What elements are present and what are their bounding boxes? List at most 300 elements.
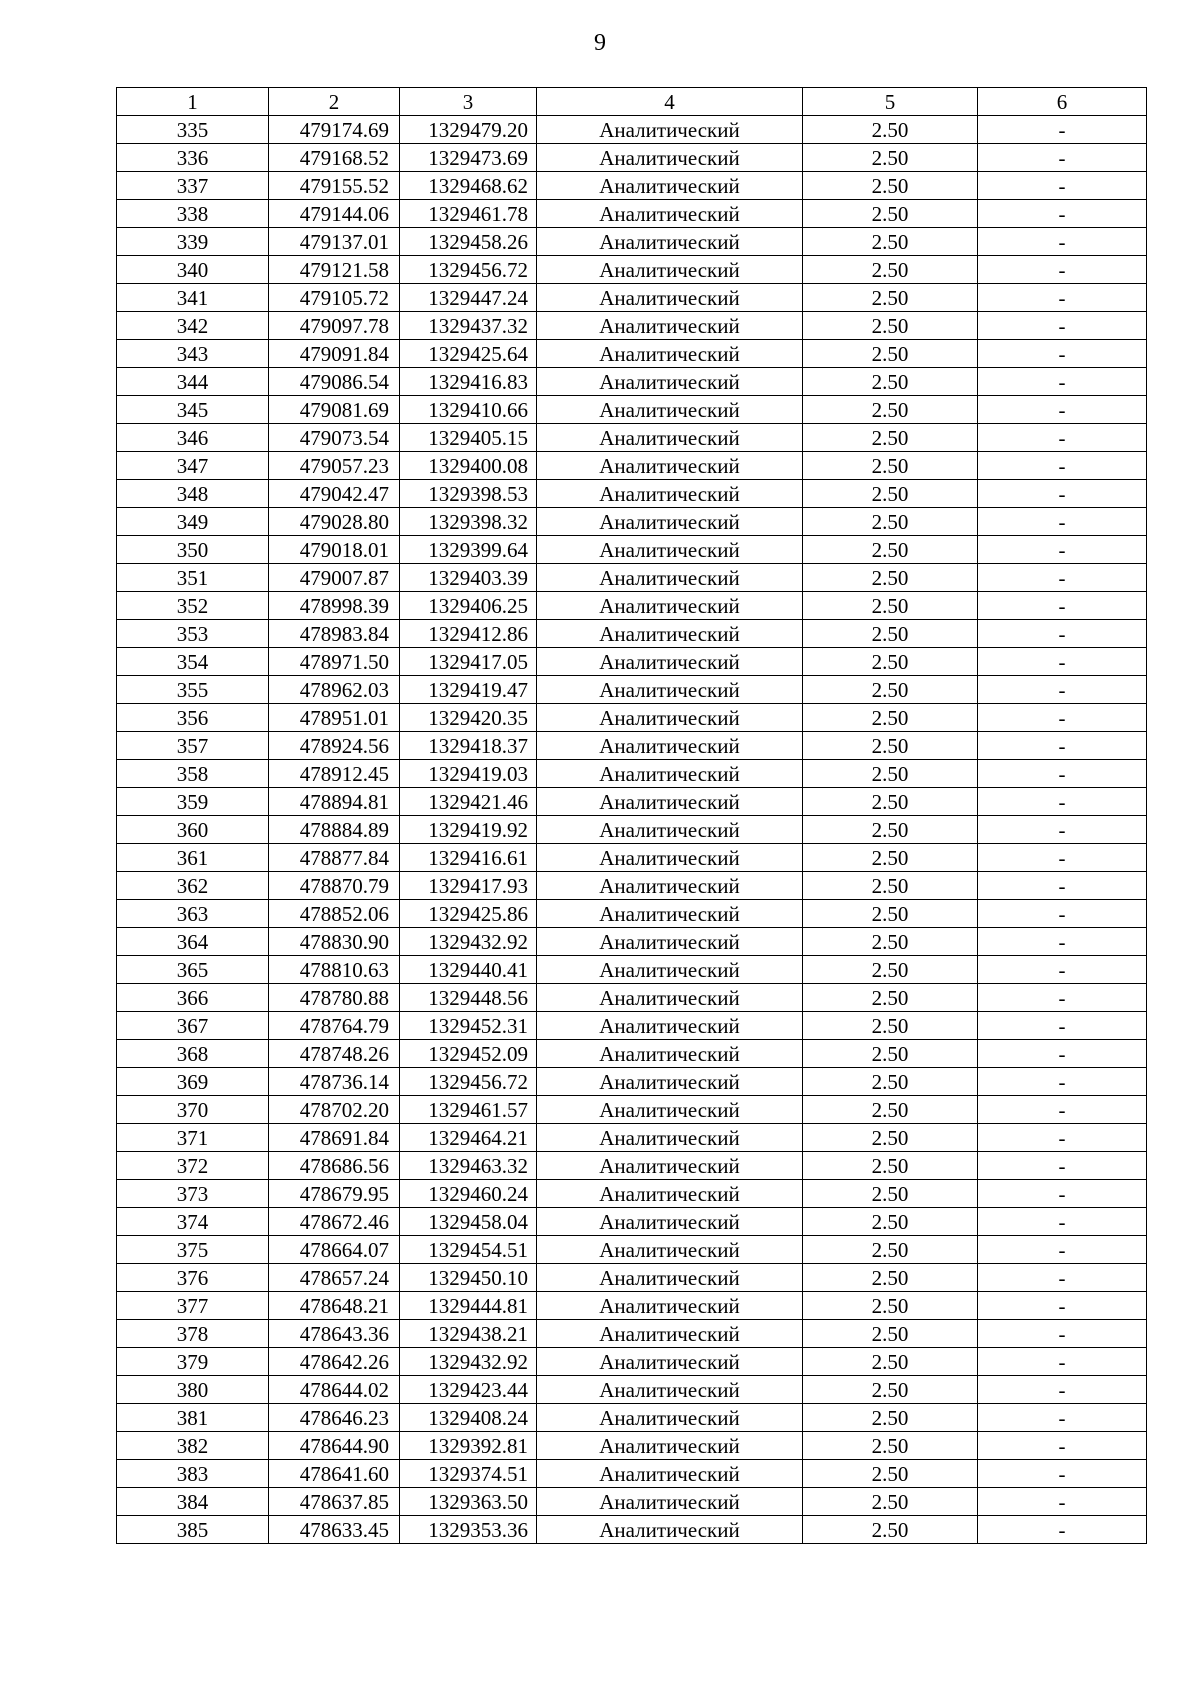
- note-cell: -: [978, 536, 1147, 564]
- point-number-cell: 369: [117, 1068, 269, 1096]
- table-row: [117, 228, 1147, 256]
- method-cell: Аналитический: [537, 424, 803, 452]
- y-coordinate-cell: 1329399.64: [400, 536, 537, 564]
- y-coordinate-cell: 1329403.39: [400, 564, 537, 592]
- table-row: [117, 1404, 1147, 1432]
- table-row: [117, 620, 1147, 648]
- method-cell: Аналитический: [537, 1516, 803, 1544]
- method-cell: Аналитический: [537, 396, 803, 424]
- method-cell: Аналитический: [537, 312, 803, 340]
- table-row: [117, 984, 1147, 1012]
- accuracy-cell: 2.50: [803, 256, 978, 284]
- y-coordinate-cell: 1329406.25: [400, 592, 537, 620]
- point-number-cell: 352: [117, 592, 269, 620]
- x-coordinate-cell: 478679.95: [269, 1180, 400, 1208]
- note-cell: -: [978, 312, 1147, 340]
- table-row: [117, 536, 1147, 564]
- column-header: 3: [400, 88, 537, 116]
- table-row: [117, 1180, 1147, 1208]
- note-cell: -: [978, 284, 1147, 312]
- note-cell: -: [978, 1460, 1147, 1488]
- y-coordinate-cell: 1329419.03: [400, 760, 537, 788]
- y-coordinate-cell: 1329405.15: [400, 424, 537, 452]
- accuracy-cell: 2.50: [803, 956, 978, 984]
- x-coordinate-cell: 479028.80: [269, 508, 400, 536]
- method-cell: Аналитический: [537, 340, 803, 368]
- note-cell: -: [978, 900, 1147, 928]
- y-coordinate-cell: 1329398.32: [400, 508, 537, 536]
- note-cell: -: [978, 508, 1147, 536]
- note-cell: -: [978, 1376, 1147, 1404]
- table-row: [117, 900, 1147, 928]
- accuracy-cell: 2.50: [803, 1404, 978, 1432]
- point-number-cell: 374: [117, 1208, 269, 1236]
- table-row: [117, 1348, 1147, 1376]
- table-row: [117, 564, 1147, 592]
- accuracy-cell: 2.50: [803, 1124, 978, 1152]
- note-cell: -: [978, 732, 1147, 760]
- method-cell: Аналитический: [537, 1208, 803, 1236]
- y-coordinate-cell: 1329461.57: [400, 1096, 537, 1124]
- y-coordinate-cell: 1329374.51: [400, 1460, 537, 1488]
- accuracy-cell: 2.50: [803, 816, 978, 844]
- column-header: 5: [803, 88, 978, 116]
- point-number-cell: 360: [117, 816, 269, 844]
- x-coordinate-cell: 478924.56: [269, 732, 400, 760]
- y-coordinate-cell: 1329468.62: [400, 172, 537, 200]
- note-cell: -: [978, 760, 1147, 788]
- accuracy-cell: 2.50: [803, 872, 978, 900]
- y-coordinate-cell: 1329420.35: [400, 704, 537, 732]
- point-number-cell: 355: [117, 676, 269, 704]
- note-cell: -: [978, 1404, 1147, 1432]
- accuracy-cell: 2.50: [803, 1236, 978, 1264]
- note-cell: -: [978, 144, 1147, 172]
- y-coordinate-cell: 1329458.04: [400, 1208, 537, 1236]
- method-cell: Аналитический: [537, 788, 803, 816]
- note-cell: -: [978, 452, 1147, 480]
- accuracy-cell: 2.50: [803, 592, 978, 620]
- x-coordinate-cell: 478702.20: [269, 1096, 400, 1124]
- accuracy-cell: 2.50: [803, 172, 978, 200]
- table-row: [117, 172, 1147, 200]
- x-coordinate-cell: 478646.23: [269, 1404, 400, 1432]
- point-number-cell: 367: [117, 1012, 269, 1040]
- accuracy-cell: 2.50: [803, 900, 978, 928]
- accuracy-cell: 2.50: [803, 1488, 978, 1516]
- method-cell: Аналитический: [537, 200, 803, 228]
- point-number-cell: 378: [117, 1320, 269, 1348]
- point-number-cell: 381: [117, 1404, 269, 1432]
- table-row: [117, 648, 1147, 676]
- note-cell: -: [978, 984, 1147, 1012]
- x-coordinate-cell: 479174.69: [269, 116, 400, 144]
- point-number-cell: 362: [117, 872, 269, 900]
- note-cell: -: [978, 648, 1147, 676]
- accuracy-cell: 2.50: [803, 508, 978, 536]
- table-row: [117, 1320, 1147, 1348]
- x-coordinate-cell: 478971.50: [269, 648, 400, 676]
- x-coordinate-cell: 478894.81: [269, 788, 400, 816]
- table-row: [117, 704, 1147, 732]
- table-row: [117, 508, 1147, 536]
- point-number-cell: 366: [117, 984, 269, 1012]
- table-row: [117, 676, 1147, 704]
- point-number-cell: 340: [117, 256, 269, 284]
- note-cell: -: [978, 396, 1147, 424]
- x-coordinate-cell: 479097.78: [269, 312, 400, 340]
- point-number-cell: 358: [117, 760, 269, 788]
- note-cell: -: [978, 116, 1147, 144]
- point-number-cell: 342: [117, 312, 269, 340]
- point-number-cell: 359: [117, 788, 269, 816]
- x-coordinate-cell: 478998.39: [269, 592, 400, 620]
- y-coordinate-cell: 1329419.92: [400, 816, 537, 844]
- note-cell: -: [978, 228, 1147, 256]
- point-number-cell: 336: [117, 144, 269, 172]
- table-row: [117, 368, 1147, 396]
- y-coordinate-cell: 1329419.47: [400, 676, 537, 704]
- method-cell: Аналитический: [537, 1124, 803, 1152]
- accuracy-cell: 2.50: [803, 144, 978, 172]
- table-row: [117, 760, 1147, 788]
- note-cell: -: [978, 368, 1147, 396]
- x-coordinate-cell: 479105.72: [269, 284, 400, 312]
- table-row: [117, 424, 1147, 452]
- accuracy-cell: 2.50: [803, 1068, 978, 1096]
- table-row: [117, 1516, 1147, 1544]
- table-row: [117, 1292, 1147, 1320]
- point-number-cell: 344: [117, 368, 269, 396]
- table-row: [117, 956, 1147, 984]
- accuracy-cell: 2.50: [803, 1040, 978, 1068]
- table-row: [117, 872, 1147, 900]
- x-coordinate-cell: 478736.14: [269, 1068, 400, 1096]
- method-cell: Аналитический: [537, 704, 803, 732]
- y-coordinate-cell: 1329425.64: [400, 340, 537, 368]
- method-cell: Аналитический: [537, 536, 803, 564]
- note-cell: -: [978, 424, 1147, 452]
- x-coordinate-cell: 478748.26: [269, 1040, 400, 1068]
- table-row: [117, 844, 1147, 872]
- x-coordinate-cell: 478644.02: [269, 1376, 400, 1404]
- note-cell: -: [978, 172, 1147, 200]
- accuracy-cell: 2.50: [803, 1432, 978, 1460]
- x-coordinate-cell: 478912.45: [269, 760, 400, 788]
- note-cell: -: [978, 1488, 1147, 1516]
- point-number-cell: 380: [117, 1376, 269, 1404]
- note-cell: -: [978, 1348, 1147, 1376]
- x-coordinate-cell: 478664.07: [269, 1236, 400, 1264]
- x-coordinate-cell: 479168.52: [269, 144, 400, 172]
- note-cell: -: [978, 956, 1147, 984]
- accuracy-cell: 2.50: [803, 284, 978, 312]
- table-row: [117, 340, 1147, 368]
- accuracy-cell: 2.50: [803, 396, 978, 424]
- y-coordinate-cell: 1329392.81: [400, 1432, 537, 1460]
- method-cell: Аналитический: [537, 1460, 803, 1488]
- x-coordinate-cell: 479155.52: [269, 172, 400, 200]
- y-coordinate-cell: 1329456.72: [400, 256, 537, 284]
- table-row: [117, 1124, 1147, 1152]
- point-number-cell: 363: [117, 900, 269, 928]
- x-coordinate-cell: 478642.26: [269, 1348, 400, 1376]
- method-cell: Аналитический: [537, 1012, 803, 1040]
- table-row: [117, 1432, 1147, 1460]
- x-coordinate-cell: 478962.03: [269, 676, 400, 704]
- method-cell: Аналитический: [537, 1320, 803, 1348]
- note-cell: -: [978, 256, 1147, 284]
- method-cell: Аналитический: [537, 1068, 803, 1096]
- method-cell: Аналитический: [537, 480, 803, 508]
- method-cell: Аналитический: [537, 1432, 803, 1460]
- point-number-cell: 383: [117, 1460, 269, 1488]
- table-row: [117, 1096, 1147, 1124]
- point-number-cell: 348: [117, 480, 269, 508]
- table-row: [117, 1152, 1147, 1180]
- accuracy-cell: 2.50: [803, 648, 978, 676]
- x-coordinate-cell: 478830.90: [269, 928, 400, 956]
- y-coordinate-cell: 1329425.86: [400, 900, 537, 928]
- accuracy-cell: 2.50: [803, 228, 978, 256]
- table-row: [117, 480, 1147, 508]
- x-coordinate-cell: 479086.54: [269, 368, 400, 396]
- x-coordinate-cell: 478686.56: [269, 1152, 400, 1180]
- y-coordinate-cell: 1329448.56: [400, 984, 537, 1012]
- note-cell: -: [978, 1180, 1147, 1208]
- y-coordinate-cell: 1329416.83: [400, 368, 537, 396]
- point-number-cell: 382: [117, 1432, 269, 1460]
- y-coordinate-cell: 1329460.24: [400, 1180, 537, 1208]
- x-coordinate-cell: 478633.45: [269, 1516, 400, 1544]
- note-cell: -: [978, 564, 1147, 592]
- x-coordinate-cell: 478983.84: [269, 620, 400, 648]
- method-cell: Аналитический: [537, 732, 803, 760]
- point-number-cell: 349: [117, 508, 269, 536]
- y-coordinate-cell: 1329479.20: [400, 116, 537, 144]
- point-number-cell: 357: [117, 732, 269, 760]
- x-coordinate-cell: 478810.63: [269, 956, 400, 984]
- note-cell: -: [978, 1264, 1147, 1292]
- x-coordinate-cell: 478643.36: [269, 1320, 400, 1348]
- x-coordinate-cell: 479081.69: [269, 396, 400, 424]
- method-cell: Аналитический: [537, 508, 803, 536]
- method-cell: Аналитический: [537, 368, 803, 396]
- point-number-cell: 361: [117, 844, 269, 872]
- column-header: 6: [978, 88, 1147, 116]
- y-coordinate-cell: 1329421.46: [400, 788, 537, 816]
- table-row: [117, 1376, 1147, 1404]
- accuracy-cell: 2.50: [803, 1320, 978, 1348]
- method-cell: Аналитический: [537, 1236, 803, 1264]
- accuracy-cell: 2.50: [803, 788, 978, 816]
- point-number-cell: 338: [117, 200, 269, 228]
- note-cell: -: [978, 1432, 1147, 1460]
- method-cell: Аналитический: [537, 1264, 803, 1292]
- note-cell: -: [978, 1124, 1147, 1152]
- table-body: [117, 116, 1147, 1544]
- note-cell: -: [978, 928, 1147, 956]
- accuracy-cell: 2.50: [803, 452, 978, 480]
- y-coordinate-cell: 1329452.09: [400, 1040, 537, 1068]
- table-row: [117, 1208, 1147, 1236]
- note-cell: -: [978, 788, 1147, 816]
- accuracy-cell: 2.50: [803, 1096, 978, 1124]
- y-coordinate-cell: 1329412.86: [400, 620, 537, 648]
- y-coordinate-cell: 1329440.41: [400, 956, 537, 984]
- table-row: [117, 1264, 1147, 1292]
- y-coordinate-cell: 1329464.21: [400, 1124, 537, 1152]
- y-coordinate-cell: 1329432.92: [400, 928, 537, 956]
- note-cell: -: [978, 1012, 1147, 1040]
- point-number-cell: 370: [117, 1096, 269, 1124]
- x-coordinate-cell: 478852.06: [269, 900, 400, 928]
- note-cell: -: [978, 872, 1147, 900]
- x-coordinate-cell: 478648.21: [269, 1292, 400, 1320]
- accuracy-cell: 2.50: [803, 1460, 978, 1488]
- point-number-cell: 341: [117, 284, 269, 312]
- accuracy-cell: 2.50: [803, 1152, 978, 1180]
- method-cell: Аналитический: [537, 816, 803, 844]
- y-coordinate-cell: 1329444.81: [400, 1292, 537, 1320]
- table-row: [117, 256, 1147, 284]
- table-row: [117, 1488, 1147, 1516]
- x-coordinate-cell: 478884.89: [269, 816, 400, 844]
- accuracy-cell: 2.50: [803, 928, 978, 956]
- point-number-cell: 377: [117, 1292, 269, 1320]
- method-cell: Аналитический: [537, 284, 803, 312]
- method-cell: Аналитический: [537, 1404, 803, 1432]
- table-row: [117, 200, 1147, 228]
- accuracy-cell: 2.50: [803, 368, 978, 396]
- point-number-cell: 368: [117, 1040, 269, 1068]
- note-cell: -: [978, 1040, 1147, 1068]
- x-coordinate-cell: 478637.85: [269, 1488, 400, 1516]
- y-coordinate-cell: 1329418.37: [400, 732, 537, 760]
- y-coordinate-cell: 1329432.92: [400, 1348, 537, 1376]
- y-coordinate-cell: 1329456.72: [400, 1068, 537, 1096]
- y-coordinate-cell: 1329417.93: [400, 872, 537, 900]
- method-cell: Аналитический: [537, 760, 803, 788]
- accuracy-cell: 2.50: [803, 704, 978, 732]
- accuracy-cell: 2.50: [803, 1264, 978, 1292]
- accuracy-cell: 2.50: [803, 116, 978, 144]
- table-row: [117, 396, 1147, 424]
- method-cell: Аналитический: [537, 648, 803, 676]
- point-number-cell: 345: [117, 396, 269, 424]
- method-cell: Аналитический: [537, 144, 803, 172]
- method-cell: Аналитический: [537, 1376, 803, 1404]
- table-header-row: [117, 88, 1147, 116]
- x-coordinate-cell: 478951.01: [269, 704, 400, 732]
- point-number-cell: 339: [117, 228, 269, 256]
- table-row: [117, 1040, 1147, 1068]
- table-row: [117, 144, 1147, 172]
- x-coordinate-cell: 479073.54: [269, 424, 400, 452]
- x-coordinate-cell: 478870.79: [269, 872, 400, 900]
- method-cell: Аналитический: [537, 1180, 803, 1208]
- point-number-cell: 335: [117, 116, 269, 144]
- note-cell: -: [978, 1320, 1147, 1348]
- column-header: 2: [269, 88, 400, 116]
- x-coordinate-cell: 478877.84: [269, 844, 400, 872]
- page-number: 9: [594, 30, 606, 56]
- accuracy-cell: 2.50: [803, 984, 978, 1012]
- table-row: [117, 284, 1147, 312]
- y-coordinate-cell: 1329400.08: [400, 452, 537, 480]
- note-cell: -: [978, 1208, 1147, 1236]
- accuracy-cell: 2.50: [803, 844, 978, 872]
- point-number-cell: 376: [117, 1264, 269, 1292]
- table-row: [117, 1012, 1147, 1040]
- x-coordinate-cell: 479121.58: [269, 256, 400, 284]
- point-number-cell: 353: [117, 620, 269, 648]
- note-cell: -: [978, 620, 1147, 648]
- note-cell: -: [978, 1516, 1147, 1544]
- note-cell: -: [978, 1096, 1147, 1124]
- y-coordinate-cell: 1329410.66: [400, 396, 537, 424]
- method-cell: Аналитический: [537, 1096, 803, 1124]
- y-coordinate-cell: 1329454.51: [400, 1236, 537, 1264]
- accuracy-cell: 2.50: [803, 1348, 978, 1376]
- point-number-cell: 346: [117, 424, 269, 452]
- point-number-cell: 354: [117, 648, 269, 676]
- method-cell: Аналитический: [537, 872, 803, 900]
- note-cell: -: [978, 844, 1147, 872]
- note-cell: -: [978, 816, 1147, 844]
- point-number-cell: 379: [117, 1348, 269, 1376]
- method-cell: Аналитический: [537, 928, 803, 956]
- method-cell: Аналитический: [537, 900, 803, 928]
- x-coordinate-cell: 479057.23: [269, 452, 400, 480]
- table-row: [117, 452, 1147, 480]
- accuracy-cell: 2.50: [803, 676, 978, 704]
- point-number-cell: 356: [117, 704, 269, 732]
- note-cell: -: [978, 1236, 1147, 1264]
- y-coordinate-cell: 1329437.32: [400, 312, 537, 340]
- point-number-cell: 372: [117, 1152, 269, 1180]
- point-number-cell: 385: [117, 1516, 269, 1544]
- column-header: 4: [537, 88, 803, 116]
- x-coordinate-cell: 478691.84: [269, 1124, 400, 1152]
- note-cell: -: [978, 676, 1147, 704]
- method-cell: Аналитический: [537, 172, 803, 200]
- accuracy-cell: 2.50: [803, 1516, 978, 1544]
- table-row: [117, 928, 1147, 956]
- note-cell: -: [978, 200, 1147, 228]
- x-coordinate-cell: 478641.60: [269, 1460, 400, 1488]
- method-cell: Аналитический: [537, 256, 803, 284]
- method-cell: Аналитический: [537, 1292, 803, 1320]
- method-cell: Аналитический: [537, 984, 803, 1012]
- y-coordinate-cell: 1329363.50: [400, 1488, 537, 1516]
- method-cell: Аналитический: [537, 116, 803, 144]
- table-row: [117, 116, 1147, 144]
- accuracy-cell: 2.50: [803, 480, 978, 508]
- point-number-cell: 375: [117, 1236, 269, 1264]
- x-coordinate-cell: 479007.87: [269, 564, 400, 592]
- method-cell: Аналитический: [537, 676, 803, 704]
- method-cell: Аналитический: [537, 228, 803, 256]
- accuracy-cell: 2.50: [803, 340, 978, 368]
- accuracy-cell: 2.50: [803, 1012, 978, 1040]
- point-number-cell: 343: [117, 340, 269, 368]
- method-cell: Аналитический: [537, 452, 803, 480]
- point-number-cell: 384: [117, 1488, 269, 1516]
- accuracy-cell: 2.50: [803, 620, 978, 648]
- method-cell: Аналитический: [537, 592, 803, 620]
- point-number-cell: 350: [117, 536, 269, 564]
